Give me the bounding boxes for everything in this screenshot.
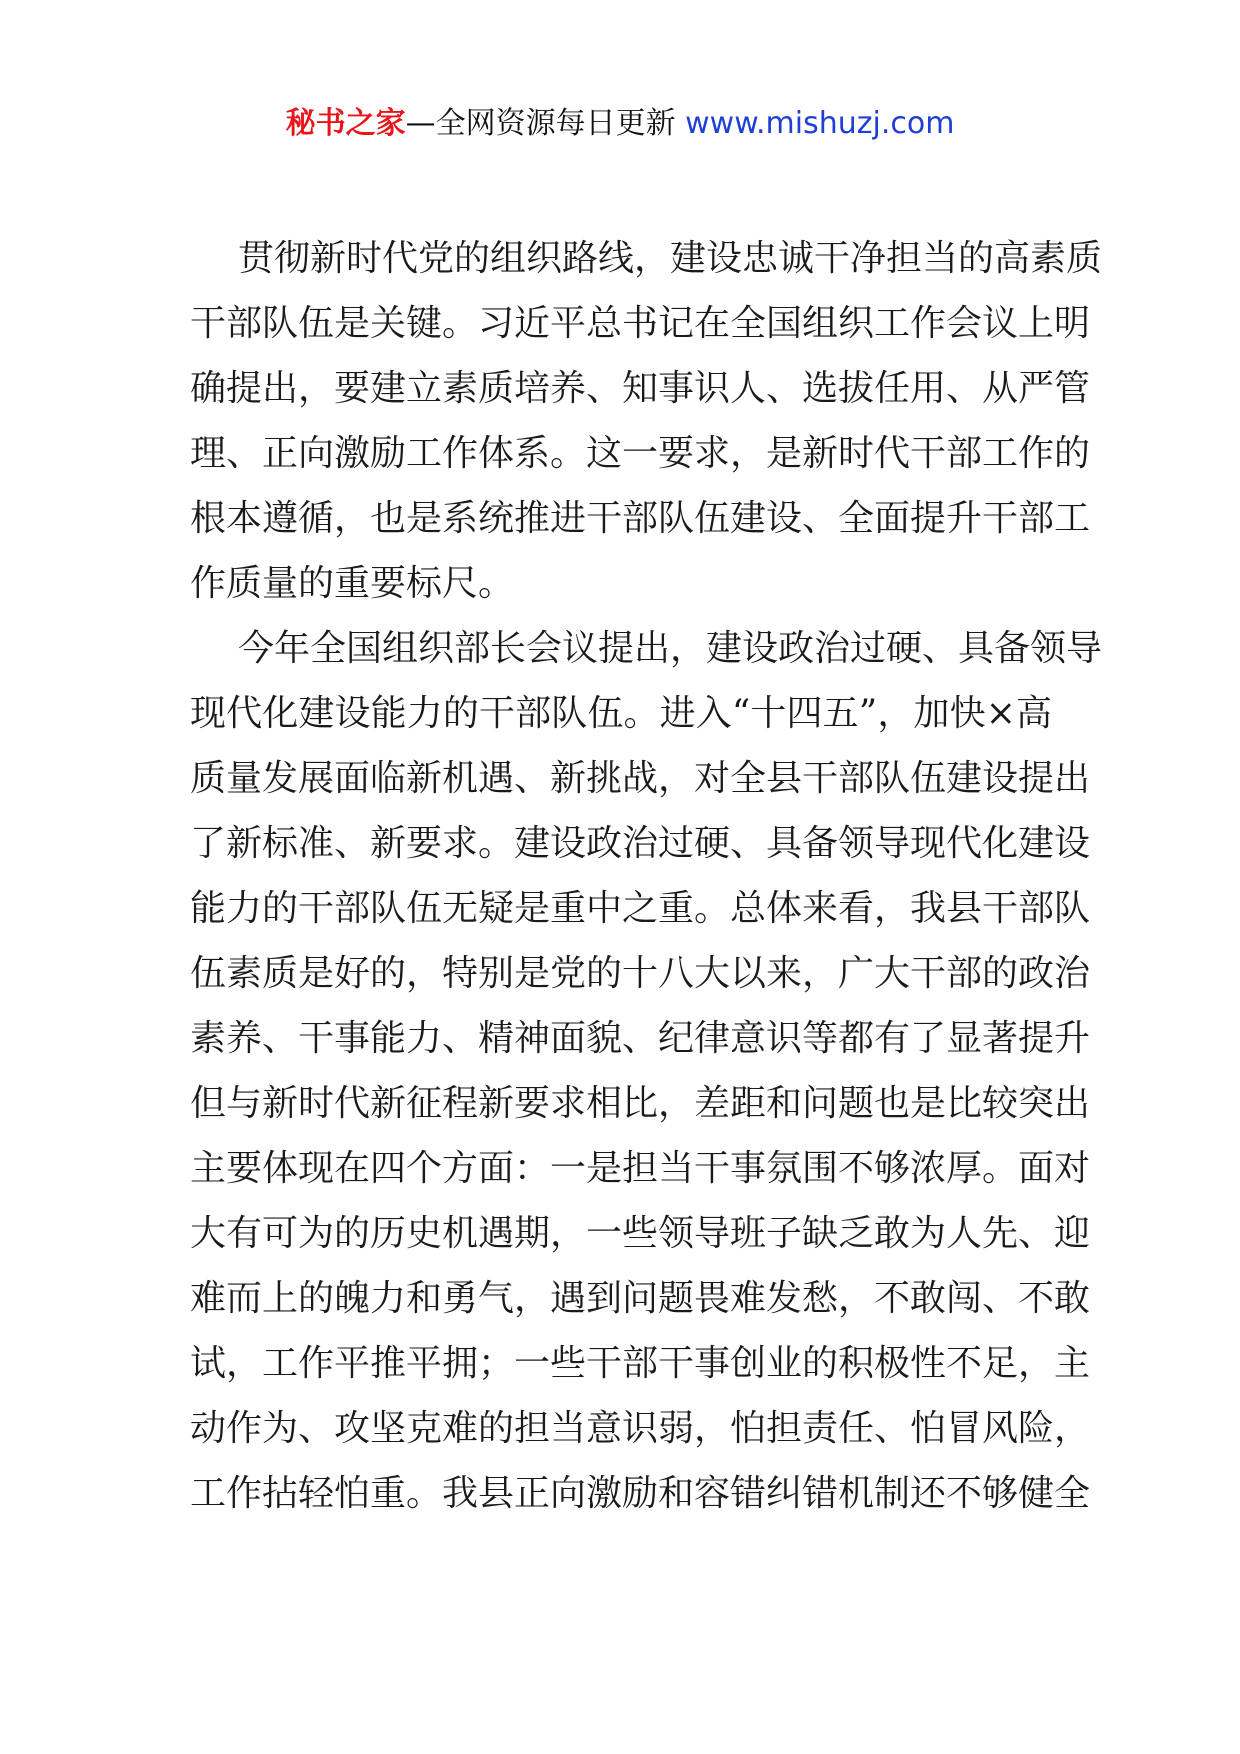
text-line: 了新标准、新要求。建设政治过硬、具备领导现代化建设 bbox=[190, 823, 1091, 864]
text-line: 理、正向激励工作体系。这一要求，是新时代干部工作的 bbox=[190, 433, 1091, 474]
site-url-link[interactable]: www.mishuzj.com bbox=[685, 106, 955, 141]
paragraph-2 bbox=[190, 616, 1103, 1526]
text-line: 动作为、攻坚克难的担当意识弱，怕担责任、怕冒风险， bbox=[190, 1408, 1091, 1449]
text-line: 能力的干部队伍无疑是重中之重。总体来看，我县干部队 bbox=[190, 888, 1091, 929]
text-line: 但与新时代新征程新要求相比，差距和问题也是比较突出 bbox=[190, 1083, 1091, 1124]
text-line: 质量发展面临新机遇、新挑战，对全县干部队伍建设提出 bbox=[190, 758, 1091, 799]
site-header bbox=[0, 104, 1240, 144]
text-line: 伍素质是好的，特别是党的十八大以来，广大干部的政治 bbox=[190, 953, 1091, 994]
document-body bbox=[190, 226, 1103, 1526]
text-line: 大有可为的历史机遇期，一些领导班子缺乏敢为人先、迎 bbox=[190, 1213, 1091, 1254]
text-line: 难而上的魄力和勇气，遇到问题畏难发愁，不敢闯、不敢 bbox=[190, 1278, 1091, 1319]
paragraph-1 bbox=[190, 226, 1103, 616]
text-line: 现代化建设能力的干部队伍。进入“十四五”，加快×高 bbox=[190, 693, 1052, 734]
text-line: 今年全国组织部长会议提出，建设政治过硬、具备领导 bbox=[238, 628, 1103, 669]
text-line: 贯彻新时代党的组织路线，建设忠诚干净担当的高素质 bbox=[238, 238, 1103, 279]
text-line: 主要体现在四个方面：一是担当干事氛围不够浓厚。面对 bbox=[190, 1148, 1091, 1189]
header-tagline: —全网资源每日更新 bbox=[405, 106, 676, 141]
text-line: 干部队伍是关键。习近平总书记在全国组织工作会议上明 bbox=[190, 303, 1091, 344]
text-line: 作质量的重要标尺。 bbox=[190, 563, 515, 604]
text-line: 工作拈轻怕重。我县正向激励和容错纠错机制还不够健全 bbox=[190, 1473, 1091, 1514]
text-line: 根本遵循，也是系统推进干部队伍建设、全面提升干部工 bbox=[190, 498, 1091, 539]
text-line: 确提出，要建立素质培养、知事识人、选拔任用、从严管 bbox=[190, 368, 1091, 409]
brand-name: 秘书之家 bbox=[285, 106, 406, 141]
text-line: 试，工作平推平拥；一些干部干事创业的积极性不足，主 bbox=[190, 1343, 1091, 1384]
text-line: 素养、干事能力、精神面貌、纪律意识等都有了显著提升 bbox=[190, 1018, 1091, 1059]
